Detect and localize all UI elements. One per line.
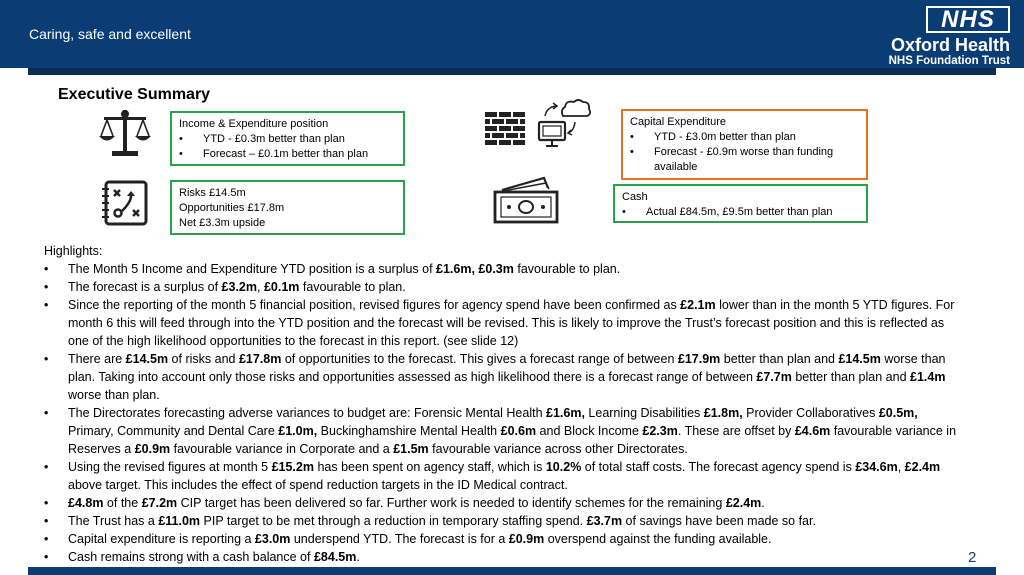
cash-heading: Cash bbox=[622, 191, 648, 203]
scales-icon bbox=[98, 108, 152, 158]
highlight-item: • £4.8m of the £7.2m CIP target has been delivered so far. Further work is needed to identify schemes for the remaining £2.4m. bbox=[44, 494, 964, 512]
risks-opportunities-box bbox=[170, 180, 405, 235]
highlight-item: • There are £14.5m of risks and £17.8m of opportunities to the forecast. This gives a forecast range of between £17.9m better than plan and £14.5m worse than plan. Taking into account only those risks and opportunities assessed as high likelihood there is a forecast range of between £7.7m better than plan and £1.4m worse than plan. bbox=[44, 350, 964, 404]
highlight-item: • Capital expenditure is reporting a £3.0m underspend YTD. The forecast is for a £0.9m overspend against the funding available. bbox=[44, 530, 964, 548]
cash-notes-icon bbox=[492, 176, 560, 224]
cash-box bbox=[613, 184, 868, 223]
highlights-list bbox=[44, 260, 964, 566]
highlights-section bbox=[44, 242, 964, 566]
list-item: • Forecast – £0.1m better than plan bbox=[179, 147, 396, 162]
income-expenditure-heading: Income & Expenditure position bbox=[179, 118, 329, 130]
list-item: • YTD - £0.3m better than plan bbox=[179, 132, 396, 147]
list-item: • Forecast - £0.9m worse than funding available bbox=[630, 145, 859, 175]
capital-expenditure-heading: Capital Expenditure bbox=[630, 116, 727, 128]
highlight-item: • Cash remains strong with a cash balance of £84.5m. bbox=[44, 548, 964, 566]
highlight-item: • The Month 5 Income and Expenditure YTD position is a surplus of £1.6m, £0.3m favourable to plan. bbox=[44, 260, 964, 278]
capital-expenditure-list bbox=[630, 130, 859, 175]
page-title: Executive Summary bbox=[58, 86, 211, 103]
list-item: • YTD - £3.0m better than plan bbox=[630, 130, 859, 145]
strategy-board-icon bbox=[101, 180, 149, 226]
nhs-logo-box: NHS bbox=[926, 6, 1010, 33]
highlight-item: • The Directorates forecasting adverse variances to budget are: Forensic Mental Health £1.6m, Learning Disabilities £1.8m, Provider Collaboratives £0.5m, Primary, Community and Dental Care £1.0m, Buckinghamshire Mental Health £0.6m and Block Income £2.3m. These are offset by £4.6m favourable variance in Reserves a £0.9m favourable variance in Corporate and a £1.5m favourable variance across other Directorates. bbox=[44, 404, 964, 458]
cash-list bbox=[622, 205, 859, 220]
logo-trust-name: Oxford Health bbox=[890, 35, 1010, 55]
nhs-logo bbox=[848, 6, 1013, 68]
opportunities-line: Opportunities £17.8m bbox=[179, 202, 285, 214]
highlight-item: • Since the reporting of the month 5 financial position, revised figures for agency spend have been confirmed as £2.1m lower than in the month 5 YTD figures. For month 6 this will feed through into the YTD position and the forecast will be revised. This is likely to improve the Trust’s forecast position and this is reflected as one of the high likelihood opportunities to the forecast in this report. (see slide 12) bbox=[44, 296, 964, 350]
tagline: Caring, safe and excellent bbox=[29, 26, 191, 42]
footer-bar bbox=[28, 567, 996, 575]
highlights-title: Highlights: bbox=[44, 244, 103, 258]
income-expenditure-list bbox=[179, 132, 396, 162]
page-number: 2 bbox=[968, 549, 977, 566]
risks-line: Risks £14.5m bbox=[179, 187, 246, 199]
header-stripe bbox=[28, 68, 996, 75]
firewall-cloud-icon bbox=[483, 98, 593, 152]
capital-expenditure-box bbox=[621, 109, 868, 180]
net-upside-line: Net £3.3m upside bbox=[179, 217, 266, 229]
logo-trust-subtitle: NHS Foundation Trust bbox=[888, 55, 1010, 67]
highlight-item: • The forecast is a surplus of £3.2m, £0.1m favourable to plan. bbox=[44, 278, 964, 296]
highlight-item: • The Trust has a £11.0m PIP target to be met through a reduction in temporary staffing spend. £3.7m of savings have been made so far. bbox=[44, 512, 964, 530]
income-expenditure-box bbox=[170, 111, 405, 166]
list-item: • Actual £84.5m, £9.5m better than plan bbox=[622, 205, 859, 220]
highlight-item: • Using the revised figures at month 5 £15.2m has been spent on agency staff, which is 10.2% of total staff costs. The forecast agency spend is £34.6m, £2.4m above target. This includes the effect of spend reduction targets in the ID Medical contract. bbox=[44, 458, 964, 494]
